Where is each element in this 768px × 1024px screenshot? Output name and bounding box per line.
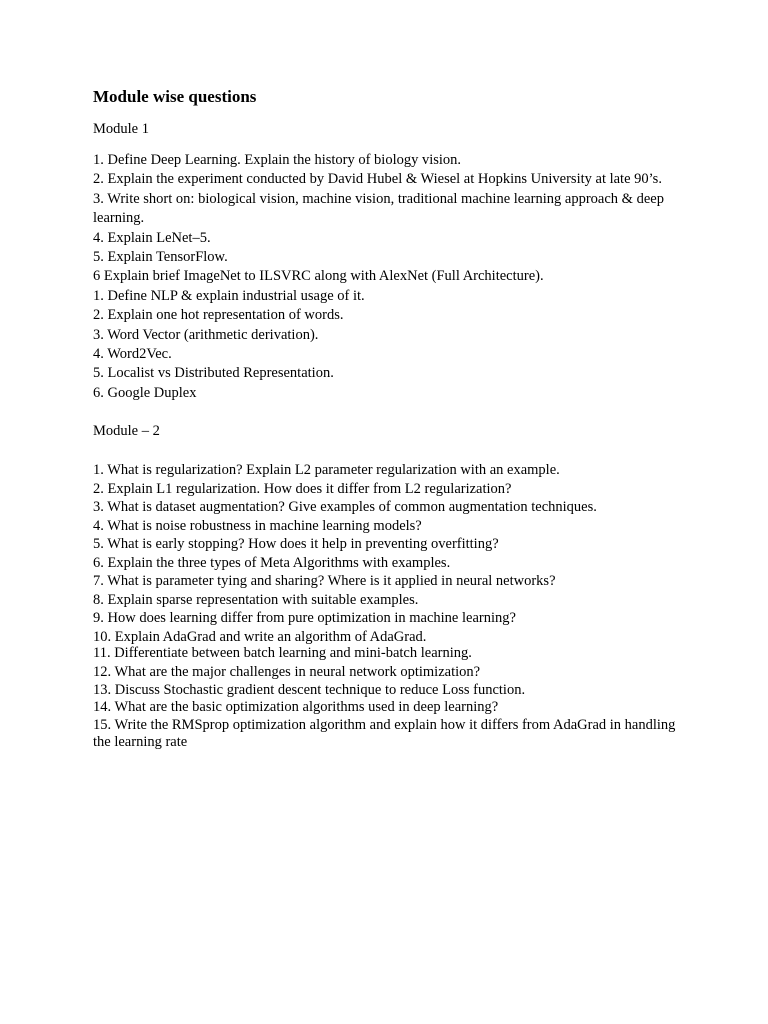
question-item: 11. Differentiate between batch learning and mini-batch learning. <box>93 645 472 662</box>
question-item: 1. Define NLP & explain industrial usage of it. <box>93 287 365 304</box>
question-item: 4. Word2Vec. <box>93 346 172 363</box>
question-item: 10. Explain AdaGrad and write an algorithm of AdaGrad. <box>93 628 427 645</box>
question-item: 15. Write the RMSprop optimization algorithm and explain how it differs from AdaGrad in handling the learning rate <box>93 717 676 750</box>
question-item: 12. What are the major challenges in neural network optimization? <box>93 663 481 680</box>
module-1-heading: Module 1 <box>93 121 149 137</box>
module-2-heading: Module – 2 <box>93 423 160 440</box>
question-item: 8. Explain sparse representation with suitable examples. <box>93 591 419 608</box>
question-item: 6 Explain brief ImageNet to ILSVRC along with AlexNet (Full Architecture). <box>93 268 544 285</box>
document-title: Module wise questions <box>93 87 257 106</box>
question-item: 2. Explain L1 regularization. How does it differ from L2 regularization? <box>93 480 512 497</box>
module-2-question-list <box>93 461 683 750</box>
question-item: 14. What are the basic optimization algorithms used in deep learning? <box>93 698 499 715</box>
question-item: 1. Define Deep Learning. Explain the history of biology vision. <box>93 152 462 168</box>
question-item: 5. What is early stopping? How does it help in preventing overfitting? <box>93 536 499 553</box>
question-item: 6. Explain the three types of Meta Algorithms with examples. <box>93 554 451 571</box>
question-item: 4. What is noise robustness in machine learning models? <box>93 517 422 534</box>
question-item: 3. What is dataset augmentation? Give examples of common augmentation techniques. <box>93 499 597 516</box>
question-item: 5. Localist vs Distributed Representation. <box>93 365 334 382</box>
question-item: 4. Explain LeNet–5. <box>93 229 211 246</box>
question-item: 2. Explain one hot representation of words. <box>93 307 344 324</box>
question-item: 7. What is parameter tying and sharing? Where is it applied in neural networks? <box>93 573 556 590</box>
section-spacer <box>93 403 683 422</box>
question-item: 2. Explain the experiment conducted by David Hubel & Wiesel at Hopkins University at late 90’s. <box>93 171 662 188</box>
document-page <box>93 86 683 750</box>
question-item: 13. Discuss Stochastic gradient descent technique to reduce Loss function. <box>93 682 526 699</box>
question-item: 3. Write short on: biological vision, machine vision, traditional machine learning approach & deep learning. <box>93 190 664 227</box>
question-item: 9. How does learning differ from pure optimization in machine learning? <box>93 610 516 627</box>
question-item: 5. Explain TensorFlow. <box>93 249 228 266</box>
question-item: 6. Google Duplex <box>93 384 197 401</box>
question-item: 1. What is regularization? Explain L2 parameter regularization with an example. <box>93 462 560 479</box>
module-1-question-list <box>93 151 683 403</box>
question-item: 3. Word Vector (arithmetic derivation). <box>93 326 319 343</box>
